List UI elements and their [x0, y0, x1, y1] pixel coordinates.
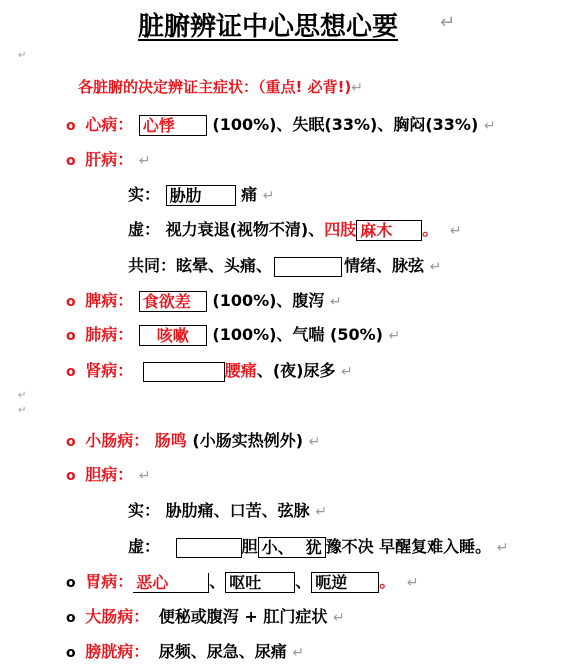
- item-text: (100%)、气喘 (50%): [212, 325, 383, 344]
- item-text: 视力衰退(视物不清)、: [165, 220, 325, 239]
- list-item-gallbladder: [66, 462, 151, 485]
- item-text: 豫不决 早醒复难入睡。: [325, 537, 492, 556]
- item-label: 大肠病：: [85, 607, 150, 626]
- bullet-icon: o: [66, 328, 76, 344]
- sub-label: 实：: [128, 501, 161, 520]
- answer-box: 胁肋: [166, 185, 236, 206]
- item-label: 心病：: [85, 115, 134, 134]
- paragraph-mark: ↵: [138, 153, 151, 169]
- item-text: 痛: [241, 185, 258, 204]
- bullet-icon: o: [66, 645, 76, 661]
- item-label: 肺病：: [85, 325, 134, 344]
- item-text: 便秘或腹泻 + 肛门症状: [158, 607, 328, 626]
- paragraph-mark: ↵: [406, 575, 419, 591]
- item-text: 、: [209, 572, 226, 591]
- paragraph-mark: ↵: [496, 540, 509, 556]
- item-label: 胆病：: [85, 465, 134, 484]
- list-item-large-intestine: [66, 604, 345, 627]
- answer-box: [258, 537, 326, 558]
- sub-label: 虚：: [128, 537, 161, 556]
- item-label: 小肠病：: [85, 431, 150, 450]
- answer-box: [274, 257, 342, 277]
- paragraph-mark: ↵: [262, 188, 275, 204]
- answer-box: 呃逆: [311, 572, 379, 593]
- sub-label: 实：: [128, 185, 161, 204]
- paragraph-mark: ↵: [330, 294, 342, 310]
- paragraph-mark: ↵: [292, 645, 305, 661]
- answer-box: 食欲差: [139, 291, 207, 312]
- item-text-red: 四肢: [324, 220, 357, 239]
- item-text: 眩晕、头痛、: [176, 256, 273, 275]
- list-item-kidney: [66, 358, 353, 382]
- item-text: (100%)、失眠(33%)、胸闷(33%): [212, 115, 479, 134]
- sub-label: 共同：: [128, 256, 177, 275]
- intro-heading: 各脏腑的决定辨证主症状：（重点! 必背!)↵: [78, 78, 363, 96]
- paragraph-mark: ↵: [18, 390, 27, 401]
- item-text: 胁肋痛、口苦、弦脉: [165, 501, 310, 520]
- bullet-icon: o: [66, 434, 76, 450]
- paragraph-mark: ↵: [18, 50, 27, 61]
- answer-box: 咳嗽: [139, 325, 207, 346]
- liver-common-line: [128, 253, 441, 277]
- item-text: (小肠实热例外): [186, 431, 304, 450]
- item-label: 肾病：: [85, 361, 134, 380]
- item-text: 、: [295, 572, 312, 591]
- list-item-lung: [66, 322, 400, 346]
- paragraph-mark: ↵: [308, 434, 321, 450]
- item-label: 膀胱病：: [85, 642, 150, 661]
- item-text-red: 。: [379, 572, 396, 591]
- paragraph-mark: ↵: [351, 80, 363, 96]
- box-text: 小、: [261, 538, 294, 557]
- page-title: 脏腑辨证中心思想心要: [138, 12, 399, 42]
- bullet-icon: o: [66, 294, 76, 310]
- paragraph-mark: ↵: [440, 12, 456, 33]
- answer-box: 恶心: [133, 573, 209, 593]
- item-label: 胃病：: [85, 572, 134, 591]
- answer-box: 麻木: [356, 220, 422, 241]
- bullet-icon: o: [66, 575, 76, 591]
- gallbladder-deficiency-line: [128, 534, 509, 558]
- item-text-red: 腰痛: [224, 361, 257, 380]
- bullet-icon: o: [66, 118, 76, 134]
- paragraph-mark: ↵: [332, 610, 345, 626]
- answer-box: [176, 538, 242, 558]
- item-text: (100%)、腹泻: [212, 291, 325, 310]
- bullet-icon: o: [66, 153, 76, 169]
- item-label: 脾病：: [85, 291, 134, 310]
- bullet-icon: o: [66, 468, 76, 484]
- paragraph-mark: ↵: [18, 405, 27, 416]
- answer-box: 呕吐: [225, 572, 295, 593]
- box-text: 犹: [305, 538, 322, 557]
- paragraph-mark: ↵: [138, 468, 151, 484]
- bullet-icon: o: [66, 610, 76, 626]
- answer-box: 心悸: [139, 115, 207, 136]
- paragraph-mark: ↵: [483, 118, 496, 134]
- sub-label: 虚：: [128, 220, 161, 239]
- paragraph-mark: ↵: [429, 259, 442, 275]
- item-text: 情绪、脉弦: [344, 256, 425, 275]
- gallbladder-excess-line: [128, 498, 327, 521]
- list-item-bladder: [66, 639, 304, 662]
- list-item-small-intestine: [66, 428, 320, 451]
- liver-excess-line: [128, 182, 275, 206]
- list-item-heart: [66, 112, 496, 136]
- item-text-red: 肠鸣: [154, 431, 187, 450]
- paragraph-mark: ↵: [315, 504, 327, 520]
- paragraph-mark: ↵: [388, 328, 401, 344]
- paragraph-mark: ↵: [449, 223, 462, 239]
- answer-box: [143, 362, 225, 382]
- item-label: 肝病：: [85, 150, 134, 169]
- paragraph-mark: ↵: [341, 364, 353, 380]
- item-text: 尿频、尿急、尿痛: [158, 642, 287, 661]
- liver-deficiency-line: [128, 217, 462, 241]
- list-item-stomach: [66, 569, 419, 593]
- bullet-icon: o: [66, 364, 76, 380]
- item-text-red: 。: [422, 220, 439, 239]
- list-item-liver: [66, 147, 151, 170]
- item-text: 、(夜)尿多: [256, 361, 336, 380]
- item-text: 胆: [241, 537, 258, 556]
- list-item-spleen: [66, 288, 342, 312]
